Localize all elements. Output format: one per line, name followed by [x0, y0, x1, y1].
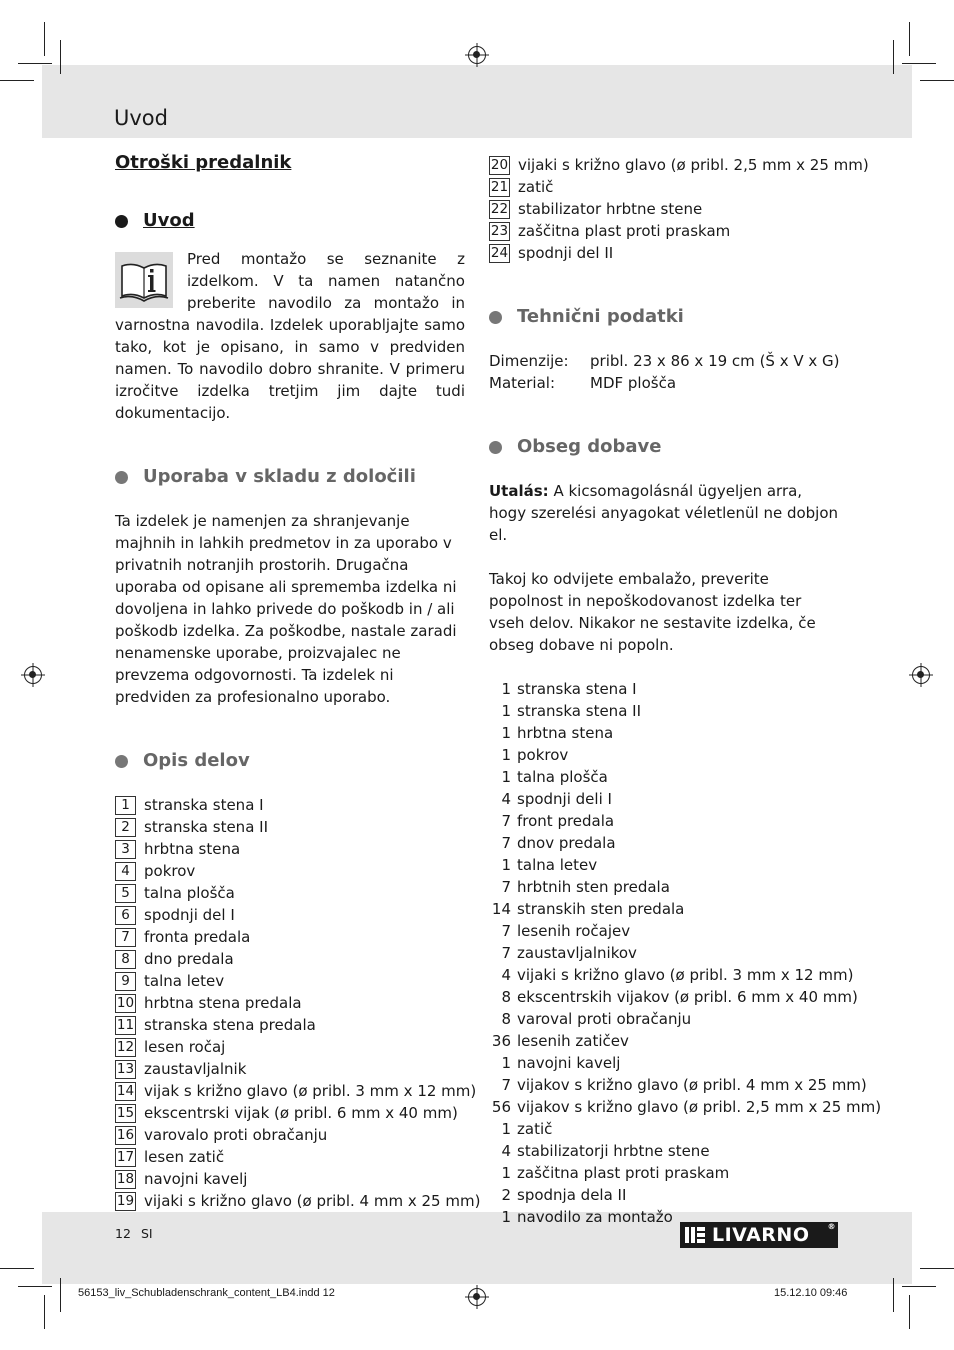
part-label: talna letev	[144, 972, 225, 990]
part-label: stranska stena II	[144, 818, 268, 836]
list-item	[489, 176, 841, 198]
registration-mark-icon	[912, 666, 930, 684]
part-number: 10	[116, 994, 135, 1011]
bullet-icon	[489, 441, 502, 454]
part-number: 5	[115, 884, 136, 903]
list-item	[115, 1036, 465, 1058]
part-number: 22	[490, 200, 509, 217]
part-label: stranska stena predala	[144, 1016, 316, 1034]
brand-mark-icon	[685, 1227, 705, 1243]
part-label: vijaki s križno glavo (ø pribl. 4 mm x 25 mm)	[144, 1192, 481, 1210]
list-item	[489, 1162, 841, 1184]
part-number: 11	[116, 1016, 135, 1033]
quantity: 8	[501, 1010, 511, 1028]
quantity: 1	[501, 768, 511, 786]
crop-mark	[0, 80, 34, 81]
list-item	[489, 700, 841, 722]
part-number: 12	[116, 1038, 135, 1055]
list-item	[489, 876, 841, 898]
quantity: 1	[501, 856, 511, 874]
item-label: spodnji deli I	[517, 790, 612, 808]
spec-row	[489, 372, 841, 394]
registered-mark: ®	[827, 1222, 836, 1231]
list-item	[115, 926, 465, 948]
spec-key: Dimenzije:	[489, 352, 569, 370]
list-item	[489, 766, 841, 788]
part-number: 7	[115, 928, 136, 947]
list-item	[489, 986, 858, 1008]
item-label: vijakov s križno glavo (ø pribl. 2,5 mm x 25 mm)	[517, 1098, 882, 1116]
list-item	[115, 882, 465, 904]
part-number: 21	[490, 178, 509, 195]
list-item	[489, 154, 869, 176]
quantity: 1	[501, 724, 511, 742]
part-label: ekscentrski vijak (ø pribl. 6 mm x 40 mm)	[144, 1104, 458, 1122]
item-label: pokrov	[517, 746, 569, 764]
part-number: 1	[115, 796, 136, 815]
crop-mark	[60, 1278, 61, 1312]
section-heading-label: Obseg dobave	[517, 436, 662, 457]
crop-mark	[902, 63, 936, 64]
quantity: 7	[501, 944, 511, 962]
item-label: stranska stena I	[517, 680, 637, 698]
intended-use-text: Ta izdelek je namenjen za shranjevanje majhnih in lahkih predmetov in za uporabo v privatnih notranjih prostorih. Drugačna uporaba od opisane ali sprememba izdelka ni dovoljena in lahko privede do poškodb in / ali poškodb izdelka. Za poškodbe, nastale zaradi nenamenske uporabe, proizvajalec ne prevzema odgovornosti. Ta izdelek ni predviden za profesionalno uporabo.	[115, 512, 457, 706]
part-number: 6	[115, 906, 136, 925]
part-label: zatič	[518, 178, 554, 196]
item-label: stranskih sten predala	[517, 900, 685, 918]
list-item	[489, 722, 841, 744]
bullet-icon	[115, 471, 128, 484]
quantity: 7	[501, 1076, 511, 1094]
part-label: talna plošča	[144, 884, 235, 902]
quantity: 1	[501, 1208, 511, 1226]
list-item	[115, 970, 465, 992]
crop-mark	[893, 40, 894, 74]
part-label: stabilizator hrbtne stene	[518, 200, 703, 218]
spec-value: pribl. 23 x 86 x 19 cm (Š x V x G)	[590, 352, 840, 370]
document-title: Otroški predalnik	[115, 152, 292, 173]
list-item	[489, 964, 854, 986]
spec-row	[489, 350, 841, 372]
list-item	[489, 854, 841, 876]
part-number: 4	[115, 862, 136, 881]
list-item	[489, 678, 841, 700]
list-item	[115, 1190, 481, 1212]
part-label: stranska stena I	[144, 796, 264, 814]
scope-note	[489, 480, 841, 546]
registration-mark-icon	[24, 666, 42, 684]
part-number: 15	[116, 1104, 135, 1121]
item-label: zatič	[517, 1120, 553, 1138]
list-item	[489, 920, 841, 942]
item-label: zaustavljalnikov	[517, 944, 637, 962]
part-number: 17	[116, 1148, 135, 1165]
list-item	[489, 832, 841, 854]
quantity: 4	[501, 1142, 511, 1160]
registration-mark-icon	[468, 1288, 486, 1306]
list-item	[489, 1184, 841, 1206]
item-label: navodilo za montažo	[517, 1208, 673, 1226]
list-item	[489, 242, 841, 264]
item-label: lesenih ročajev	[517, 922, 631, 940]
list-item	[489, 1118, 841, 1140]
item-label: stabilizatorji hrbtne stene	[517, 1142, 710, 1160]
list-item	[115, 1102, 465, 1124]
quantity: 7	[501, 922, 511, 940]
crop-mark	[893, 1278, 894, 1312]
quantity: 7	[501, 878, 511, 896]
part-number: 9	[115, 972, 136, 991]
item-label: dnov predala	[517, 834, 616, 852]
quantity: 2	[501, 1186, 511, 1204]
brand-logo	[680, 1222, 838, 1248]
item-label: zaščitna plast proti praskam	[517, 1164, 730, 1182]
part-number: 23	[490, 222, 509, 239]
list-item	[489, 898, 841, 920]
part-label: lesen ročaj	[144, 1038, 226, 1056]
part-number: 13	[116, 1060, 135, 1077]
section-heading-label: Tehnični podatki	[517, 306, 684, 327]
part-label: zaščitna plast proti praskam	[518, 222, 731, 240]
item-label: vijaki s križno glavo (ø pribl. 3 mm x 12 mm)	[517, 966, 854, 984]
part-label: fronta predala	[144, 928, 251, 946]
item-label: navojni kavelj	[517, 1054, 621, 1072]
section-heading-tech	[489, 304, 841, 330]
list-item	[115, 838, 465, 860]
quantity: 8	[501, 988, 511, 1006]
tech-specs	[489, 350, 841, 394]
part-label: vijak s križno glavo (ø pribl. 3 mm x 12 mm)	[144, 1082, 477, 1100]
crop-mark	[0, 1268, 34, 1269]
header-band	[42, 65, 912, 138]
crop-mark	[18, 1286, 52, 1287]
spec-key: Material:	[489, 374, 555, 392]
registration-mark-icon	[468, 46, 486, 64]
item-label: hrbtnih sten predala	[517, 878, 670, 896]
bullet-icon	[115, 755, 128, 768]
book-info-icon	[115, 252, 173, 308]
part-label: hrbtna stena	[144, 840, 241, 858]
brand-name: LIVARNO	[712, 1224, 810, 1246]
list-item	[489, 744, 841, 766]
note-text: A kicsomagolásnál ügyeljen arra, hogy szerelési anyagokat véletlenül ne dobjon el.	[489, 482, 839, 544]
section-heading-scope	[489, 434, 841, 460]
item-label: stranska stena II	[517, 702, 641, 720]
item-label: varoval proti obračanju	[517, 1010, 692, 1028]
list-item	[489, 1052, 841, 1074]
item-label: front predala	[517, 812, 615, 830]
list-item	[489, 1140, 841, 1162]
crop-mark	[18, 63, 52, 64]
part-label: spodnji del I	[144, 906, 235, 924]
quantity: 1	[501, 1054, 511, 1072]
quantity: 1	[501, 1164, 511, 1182]
part-number: 8	[115, 950, 136, 969]
quantity: 56	[491, 1098, 511, 1116]
parts-list-continued	[489, 154, 869, 264]
list-item	[115, 1168, 465, 1190]
part-label: lesen zatič	[144, 1148, 225, 1166]
crop-mark	[920, 1268, 954, 1269]
quantity: 36	[491, 1032, 511, 1050]
section-heading-intended-use	[115, 464, 465, 490]
list-item	[489, 788, 841, 810]
right-column	[489, 154, 882, 1228]
page-title: Uvod	[114, 106, 168, 130]
print-date: 15.12.10 09:46	[774, 1287, 848, 1299]
parts-list	[115, 794, 481, 1212]
part-label: hrbtna stena predala	[144, 994, 302, 1012]
list-item	[115, 1058, 465, 1080]
scope-list	[489, 678, 882, 1228]
file-info: 56153_liv_Schubladenschrank_content_LB4.indd 12	[78, 1287, 335, 1299]
quantity: 1	[501, 1120, 511, 1138]
part-number: 18	[116, 1170, 135, 1187]
crop-mark	[909, 1295, 910, 1329]
part-label: zaustavljalnik	[144, 1060, 247, 1078]
crop-mark	[44, 1295, 45, 1329]
quantity: 14	[491, 900, 511, 918]
language-code: SI	[141, 1226, 153, 1241]
item-label: talna letev	[517, 856, 598, 874]
part-number: 20	[490, 156, 509, 173]
list-item	[115, 992, 465, 1014]
section-heading-intro	[115, 208, 465, 234]
list-item	[115, 1080, 477, 1102]
part-label: dno predala	[144, 950, 234, 968]
part-label: pokrov	[144, 862, 196, 880]
quantity: 1	[501, 680, 511, 698]
item-label: spodnja dela II	[517, 1186, 627, 1204]
section-heading-label: Uvod	[143, 210, 195, 231]
crop-mark	[909, 22, 910, 56]
list-item	[115, 860, 465, 882]
quantity: 1	[501, 746, 511, 764]
left-column	[115, 150, 481, 1212]
part-number: 2	[115, 818, 136, 837]
list-item	[489, 1074, 867, 1096]
part-number: 24	[490, 244, 509, 261]
quantity: 4	[501, 790, 511, 808]
list-item	[115, 816, 465, 838]
section-heading-label: Opis delov	[143, 750, 250, 771]
part-number: 16	[116, 1126, 135, 1143]
item-label: vijakov s križno glavo (ø pribl. 4 mm x 25 mm)	[517, 1076, 867, 1094]
intro-text: Pred montažo se seznanite z izdelkom. V ta namen natančno preberite navodilo za montažo in varnostna navodila. Izdelek uporabljajte samo tako, kot je opisano, in samo v predviden namen. To navodilo dobro shranite. V primeru izročitve izdelka tretjim jim dajte tudi dokumentacijo.	[115, 250, 465, 422]
bullet-icon	[115, 215, 128, 228]
item-label: ekscentrskih vijakov (ø pribl. 6 mm x 40 mm)	[517, 988, 858, 1006]
item-label: lesenih zatičev	[517, 1032, 629, 1050]
quantity: 1	[501, 702, 511, 720]
part-label: varovalo proti obračanju	[144, 1126, 328, 1144]
list-item	[115, 1124, 465, 1146]
section-heading-label: Uporaba v skladu z določili	[143, 466, 416, 487]
list-item	[489, 1008, 841, 1030]
list-item	[489, 942, 841, 964]
item-label: hrbtna stena	[517, 724, 614, 742]
crop-mark	[44, 22, 45, 56]
list-item	[115, 1146, 465, 1168]
list-item	[489, 810, 841, 832]
crop-mark	[902, 1286, 936, 1287]
section-heading-parts	[115, 748, 465, 774]
spec-value: MDF plošča	[590, 374, 677, 392]
list-item	[489, 198, 841, 220]
part-label: spodnji del II	[518, 244, 614, 262]
list-item	[489, 1030, 841, 1052]
crop-mark	[920, 80, 954, 81]
quantity: 7	[501, 812, 511, 830]
quantity: 7	[501, 834, 511, 852]
intro-block	[115, 248, 465, 424]
scope-text: Takoj ko odvijete embalažo, preverite popolnost in nepoškodovanost izdelka ter vseh delov. Nikakor ne sestavite izdelka, če obseg dobave ni popoln.	[489, 570, 816, 654]
list-item	[489, 220, 841, 242]
part-number: 3	[115, 840, 136, 859]
part-label: vijaki s križno glavo (ø pribl. 2,5 mm x 25 mm)	[518, 156, 869, 174]
part-number: 19	[116, 1192, 135, 1209]
list-item	[115, 904, 465, 926]
list-item	[115, 1014, 465, 1036]
list-item	[115, 948, 465, 970]
list-item	[115, 794, 465, 816]
list-item	[489, 1096, 882, 1118]
page-number: 12	[115, 1226, 131, 1241]
quantity: 4	[501, 966, 511, 984]
bullet-icon	[489, 311, 502, 324]
crop-mark	[60, 40, 61, 74]
part-number: 14	[116, 1082, 135, 1099]
part-label: navojni kavelj	[144, 1170, 248, 1188]
note-label: Utalás:	[489, 482, 549, 500]
item-label: talna plošča	[517, 768, 608, 786]
